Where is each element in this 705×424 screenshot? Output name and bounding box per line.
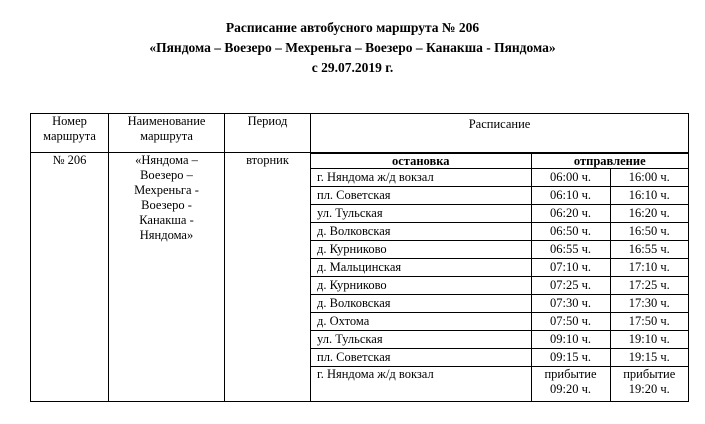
stop-row [311,205,688,223]
departure-time-2: 19:10 ч. [610,331,688,349]
stop-name: пл. Советская [311,187,531,205]
stop-row [311,349,688,367]
document-title: Расписание автобусного маршрута № 206 [225,20,480,35]
stop-row [311,241,688,259]
final-stop-row [311,367,688,402]
stop-name: г. Няндома ж/д вокзал [311,169,531,187]
stop-name: д. Курниково [311,241,531,259]
departure-time-1: 06:20 ч. [531,205,610,223]
departure-time-1: 06:50 ч. [531,223,610,241]
stop-name: г. Няндома ж/д вокзал [311,367,531,402]
departure-time-1: 07:10 ч. [531,259,610,277]
stop-name: ул. Тульская [311,331,531,349]
departure-time-2: 17:10 ч. [610,259,688,277]
stop-row [311,223,688,241]
stop-row [311,169,688,187]
column-header-route-name: Наименование маршрута [109,114,225,153]
departure-time-1: 06:55 ч. [531,241,610,259]
stop-name: пл. Советская [311,349,531,367]
route-number-cell: № 206 [31,153,109,402]
table-header-row [31,114,689,153]
route-name-cell: «Няндома – Воезеро – Мехреньга - Воезеро - Канакша - Няндома» [109,153,225,402]
departure-time-1: 09:15 ч. [531,349,610,367]
stop-name: д. Мальцинская [311,259,531,277]
column-header-schedule: Расписание [311,114,689,153]
stops-table [311,153,688,401]
schedule-cell [311,153,689,402]
stop-row [311,187,688,205]
stop-row [311,331,688,349]
stop-column-header: остановка [311,154,531,169]
stop-name: д. Охтома [311,313,531,331]
departure-time-2: 16:20 ч. [610,205,688,223]
stop-name: ул. Тульская [311,205,531,223]
departure-time-2: 17:25 ч. [610,277,688,295]
stop-row [311,259,688,277]
document-header [0,18,705,78]
period-cell: вторник [225,153,311,402]
stops-header-row [311,154,688,169]
stop-row [311,277,688,295]
route-title: «Пяндома – Воезеро – Мехреньга – Воезеро – Канакша - Пяндома» [149,40,556,55]
departure-time-2: 17:50 ч. [610,313,688,331]
departure-column-header: отправление [531,154,688,169]
stop-row [311,295,688,313]
stop-name: д. Волковская [311,223,531,241]
departure-time-1: 07:30 ч. [531,295,610,313]
schedule-table [30,113,689,402]
departure-time-2: 16:10 ч. [610,187,688,205]
route-row [31,153,689,402]
departure-time-1: 07:50 ч. [531,313,610,331]
column-header-period: Период [225,114,311,153]
departure-time-2: 16:55 ч. [610,241,688,259]
departure-time-1: 06:10 ч. [531,187,610,205]
departure-time-2: 19:15 ч. [610,349,688,367]
departure-time-2: 16:00 ч. [610,169,688,187]
departure-time-2: 16:50 ч. [610,223,688,241]
stop-name: д. Курниково [311,277,531,295]
departure-time-1: 09:10 ч. [531,331,610,349]
arrival-time-2: прибытие 19:20 ч. [610,367,688,402]
departure-time-2: 17:30 ч. [610,295,688,313]
effective-date: с 29.07.2019 г. [311,60,394,75]
departure-time-1: 07:25 ч. [531,277,610,295]
column-header-route-number: Номер маршрута [31,114,109,153]
departure-time-1: 06:00 ч. [531,169,610,187]
stop-row [311,313,688,331]
stop-name: д. Волковская [311,295,531,313]
arrival-time-1: прибытие 09:20 ч. [531,367,610,402]
